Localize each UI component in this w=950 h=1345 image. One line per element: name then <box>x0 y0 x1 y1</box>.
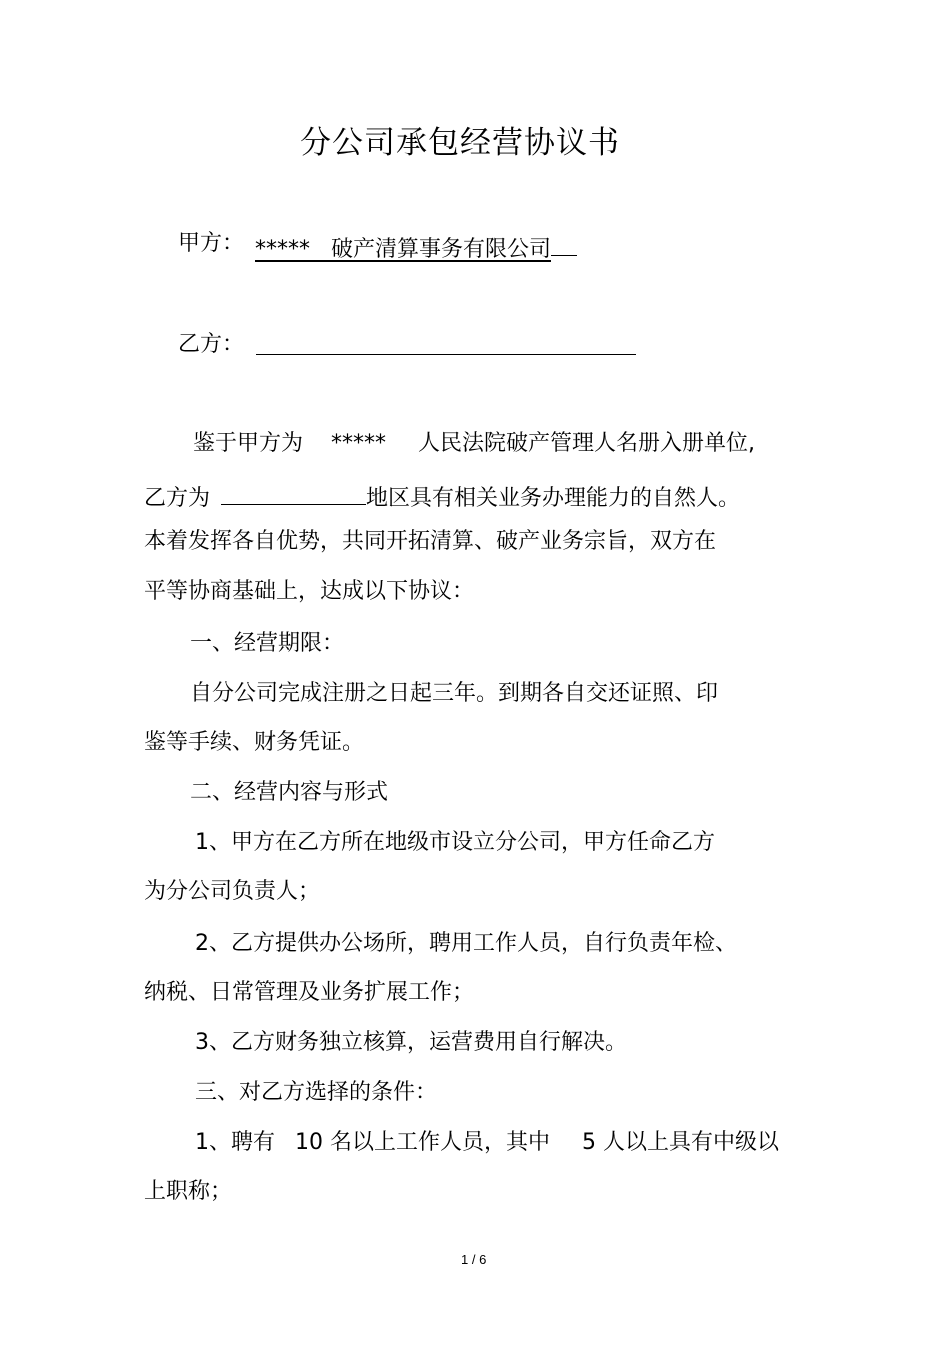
section-3-item-1-part-a: 1、聘有 <box>195 1130 275 1155</box>
party-b-label: 乙方： <box>178 332 245 357</box>
section-3-item-1-line-1 <box>195 1132 779 1154</box>
section-3-item-1-part-e: 人以上具有中级以 <box>603 1130 780 1155</box>
party-a-label: 甲方： <box>178 231 245 256</box>
section-2-item-3: 3、乙方财务独立核算，运营费用自行解决。 <box>195 1030 627 1055</box>
party-a-value <box>255 233 577 261</box>
preamble-line-2 <box>144 482 740 510</box>
preamble-line-1-prefix: 鉴于甲方为 <box>193 431 304 456</box>
qualified-staff-count: 5 <box>582 1130 597 1155</box>
preamble-line-3: 本着发挥各自优势，共同开拓清算、破产业务宗旨，双方在 <box>144 529 717 554</box>
region-blank-line <box>221 482 366 505</box>
preamble-line-2-prefix: 乙方为 <box>144 486 211 511</box>
staff-count: 10 <box>295 1130 323 1155</box>
section-3-item-1-part-c: 名以上工作人员，其中 <box>330 1130 551 1155</box>
preamble-line-1-suffix: 人民法院破产管理人名册入册单位, <box>418 431 756 456</box>
party-b-blank-line <box>256 354 636 355</box>
page-indicator: 1 / 6 <box>461 1252 487 1267</box>
section-3-heading: 三、对乙方选择的条件： <box>195 1080 438 1105</box>
party-a-underline-tail <box>551 233 577 256</box>
section-3-item-1-line-2: 上职称； <box>144 1179 233 1204</box>
section-1-para-line-2: 鉴等手续、财务凭证。 <box>144 730 365 755</box>
section-1-para-line-1: 自分公司完成注册之日起三年。到期各自交还证照、印 <box>190 681 719 706</box>
preamble-line-2-suffix: 地区具有相关业务办理能力的自然人。 <box>366 486 741 511</box>
document-title: 分公司承包经营协议书 <box>300 125 620 161</box>
section-2-heading: 二、经营内容与形式 <box>190 780 389 805</box>
preamble-line-1 <box>193 433 755 455</box>
section-2-item-2-line-2: 纳税、日常管理及业务扩展工作； <box>144 980 475 1005</box>
preamble-line-4: 平等协商基础上，达成以下协议： <box>144 579 475 604</box>
section-1-heading: 一、经营期限： <box>190 631 345 656</box>
court-name-placeholder: ***** <box>331 431 387 456</box>
section-2-item-1-line-1: 1、甲方在乙方所在地级市设立分公司，甲方任命乙方 <box>195 830 715 855</box>
party-a-name: ***** 破产清算事务有限公司 <box>255 237 551 262</box>
section-2-item-2-line-1: 2、乙方提供办公场所，聘用工作人员，自行负责年检、 <box>195 931 737 956</box>
section-2-item-1-line-2: 为分公司负责人； <box>144 879 321 904</box>
